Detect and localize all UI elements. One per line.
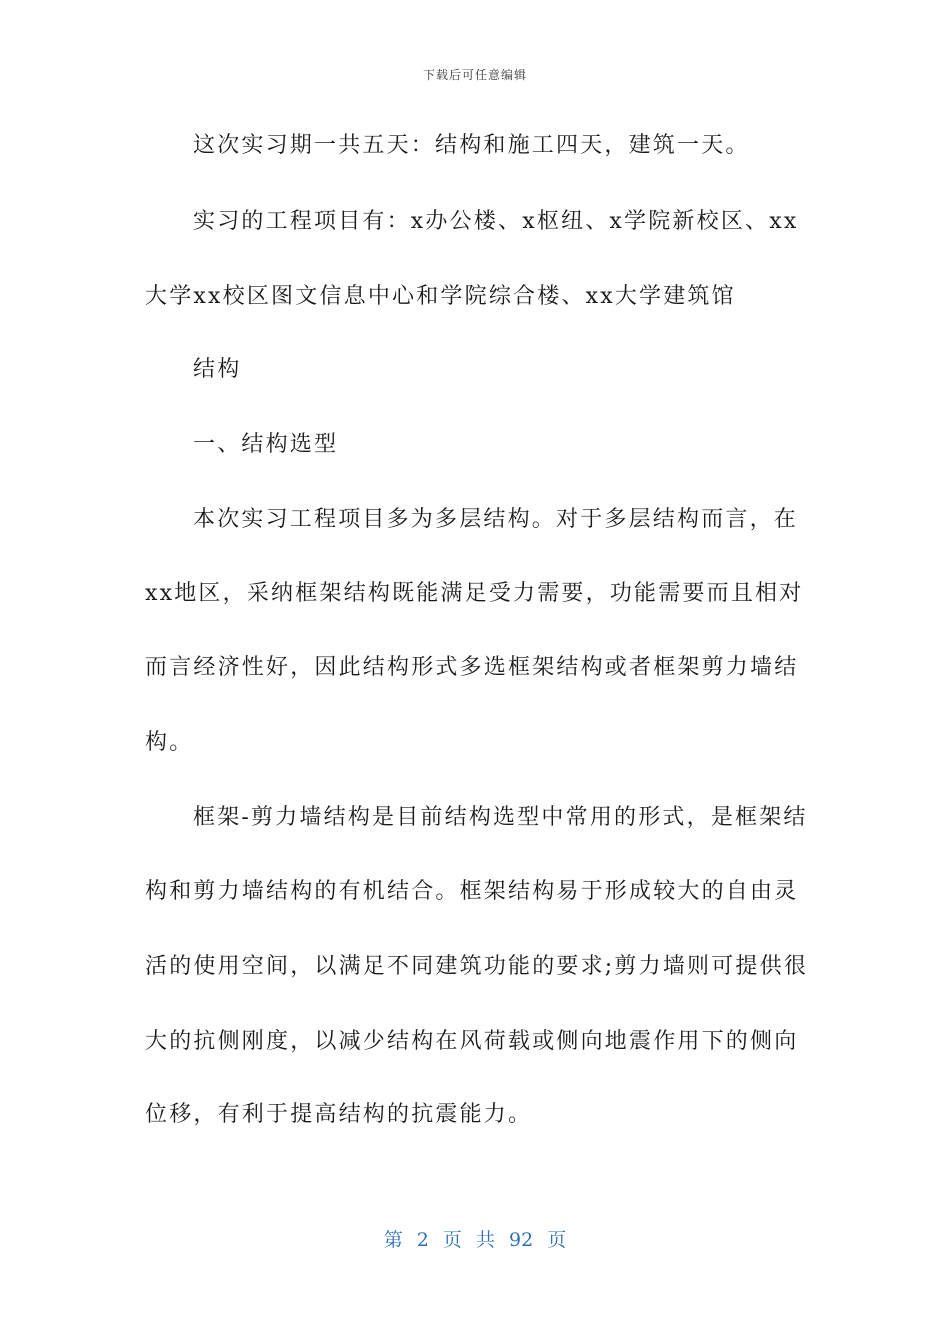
current-page-number: 2	[416, 1229, 429, 1251]
section-heading: 结构	[193, 357, 242, 382]
paragraph-line: 活的使用空间，以满足不同建筑功能的要求;剪力墙则可提供很	[145, 954, 809, 979]
paragraph-line: xx地区，采纳框架结构既能满足受力需要，功能需要而且相对	[145, 581, 804, 606]
paragraph-line: 这次实习期一共五天：结构和施工四天，建筑一天。	[193, 133, 750, 158]
footer-total-word: 共	[475, 1229, 495, 1251]
footer-prefix: 第	[383, 1229, 403, 1251]
page-footer	[0, 1225, 950, 1252]
paragraph-line: 而言经济性好，因此结构形式多选框架结构或者框架剪力墙结	[145, 655, 799, 680]
paragraph-line: 构和剪力墙结构的有机结合。框架结构易于形成较大的自由灵	[145, 879, 799, 904]
paragraph-line: 框架-剪力墙结构是目前结构选型中常用的形式，是框架结	[193, 805, 808, 830]
paragraph-line: 实习的工程项目有：x办公楼、x枢纽、x学院新校区、xx	[193, 209, 799, 234]
paragraph-line: 大的抗侧刚度，以减少结构在风荷载或侧向地震作用下的侧向	[145, 1029, 799, 1054]
paragraph-line: 本次实习工程项目多为多层结构。对于多层结构而言，在	[193, 507, 799, 532]
footer-suffix: 页	[547, 1229, 567, 1251]
page-header: 下载后可任意编辑	[422, 68, 527, 82]
subsection-heading: 一、结构选型	[193, 432, 339, 457]
footer-page-word: 页	[442, 1229, 462, 1251]
paragraph-line: 位移，有利于提高结构的抗震能力。	[145, 1102, 533, 1127]
paragraph-line: 构。	[145, 730, 194, 755]
paragraph-line: 大学xx校区图文信息中心和学院综合楼、xx大学建筑馆	[145, 284, 736, 309]
total-page-count: 92	[509, 1229, 534, 1251]
